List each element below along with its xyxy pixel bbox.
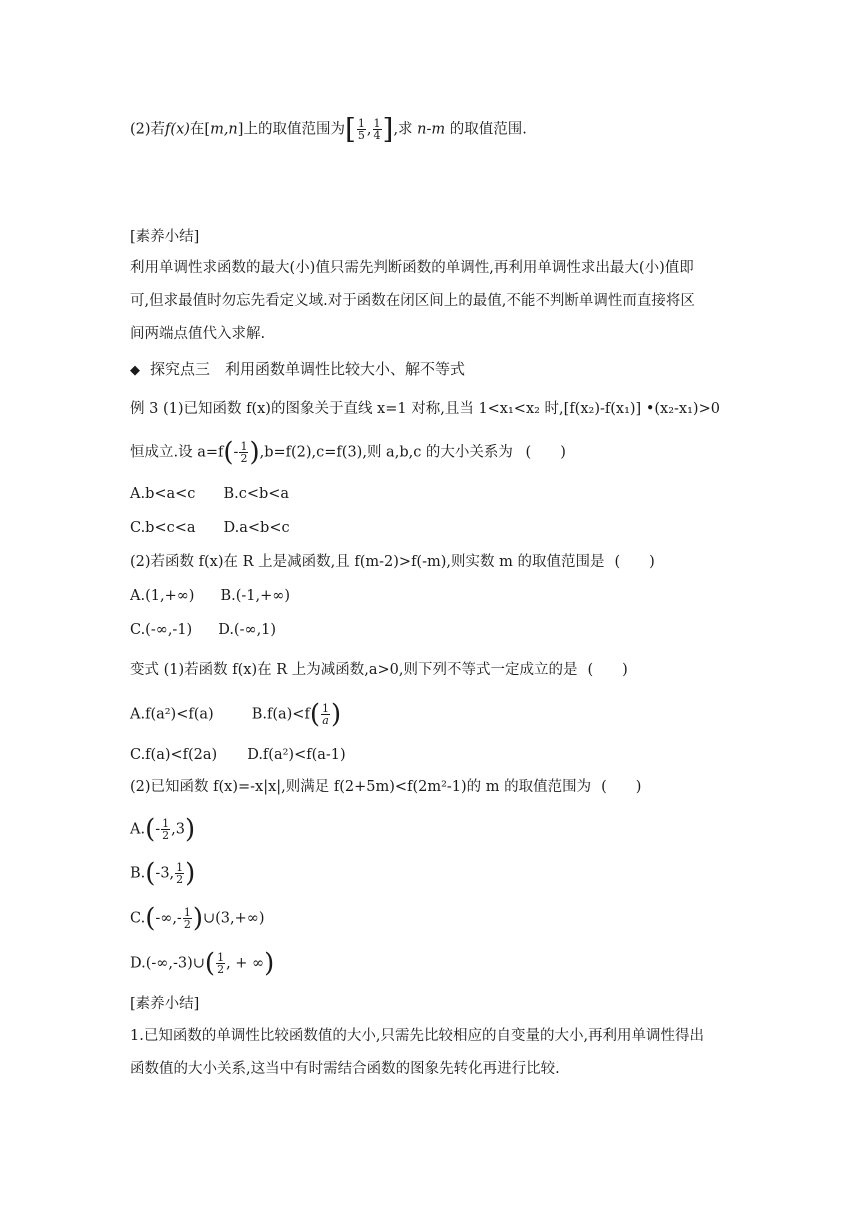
fraction-one-half: $\frac{1}{2}$: [183, 906, 191, 931]
option-d: D.a<b<c: [223, 520, 290, 536]
q2-range-text: ]上的取值范围为: [237, 121, 345, 138]
option-b: B.c<b<a: [223, 486, 290, 502]
problem-2-text: (2)若f(x)在[m,n]上的取值范围为[ $\frac{1}{5}$ , $\frac{1}{4}$ ],求 n-m 的取值范围.: [130, 112, 527, 146]
variant-option-b: B.(-3, $\frac{1}{2}$ ): [130, 858, 196, 889]
answer-blank: ( ): [525, 444, 566, 461]
summary-2-label: [素养小结]: [130, 996, 200, 1012]
variant-line-1: 变式 (1)若函数 f(x)在 R 上为减函数,a>0,则下列不等式一定成立的是 ( ): [130, 662, 628, 678]
example-3-options-row-2: [130, 517, 290, 539]
fraction-one-half: $\frac{1}{2}$: [176, 861, 184, 886]
variant-part-2: (2)已知函数 f(x)=-x|x|,则满足 f(2+5m)<f(2m²-1)的 m 的取值范围为 ( ): [130, 779, 642, 795]
section-heading: [130, 358, 465, 382]
summary-2-line-2: 函数值的大小关系,这当中有时需结合函数的图象先转化再进行比较.: [130, 1061, 560, 1077]
example-3-options-row-1: [130, 483, 289, 505]
q2-mn: m,n: [210, 121, 238, 138]
fraction-one-fourth: $\frac{1}{4}$: [373, 117, 381, 142]
fraction-one-half: $\frac{1}{2}$: [162, 817, 170, 842]
option-d: D.f(a²)<f(a-1): [247, 747, 346, 763]
answer-blank: ( ): [587, 662, 628, 678]
option-c: C.b<c<a: [130, 520, 196, 536]
right-bracket-icon: ]: [382, 112, 394, 146]
q2-prefix: (2)若: [130, 121, 166, 138]
option-a: A.b<a<c: [130, 486, 196, 502]
q2-after: ,求: [393, 121, 413, 138]
summary-1-label: [素养小结]: [130, 229, 200, 245]
summary-1-line-3: 间两端点值代入求解.: [130, 326, 266, 342]
variant-options-row-1: A.f(a²)<f(a) B.f(a)<f( $\frac{1}{a}$ ): [130, 699, 342, 730]
example-3-part-2-options-row-1: [130, 585, 290, 607]
option-c: C.f(a)<f(2a): [130, 747, 218, 763]
q2-nm: n-m: [417, 121, 446, 138]
fraction-one-fifth: $\frac{1}{5}$: [357, 117, 365, 142]
example-3-part-2-options-row-2: [130, 619, 276, 641]
summary-2-line-1: 1.已知函数的单调性比较函数值的大小,只需先比较相应的自变量的大小,再利用单调性得出: [130, 1028, 705, 1044]
example-3-line-1: 例 3 (1)已知函数 f(x)的图象关于直线 x=1 对称,且当 1<x₁<x₂ 时,[f(x₂)-f(x₁)] •(x₂-x₁)>0: [130, 401, 720, 417]
variant-option-c: C.(-∞,- $\frac{1}{2}$ )∪(3,+∞): [130, 903, 265, 934]
diamond-bullet-icon: ◆: [130, 363, 140, 378]
option-a: A.f(a²)<f(a): [130, 706, 214, 723]
option-d: D.(-∞,1): [218, 622, 277, 638]
variant-option-d: D.(-∞,-3)∪( $\frac{1}{2}$ , + ∞): [130, 948, 275, 979]
section-title: 探究点三 利用函数单调性比较大小、解不等式: [150, 360, 466, 378]
option-b: B.(-1,+∞): [220, 588, 291, 604]
example-3-part-2: (2)若函数 f(x)在 R 上是减函数,且 f(m-2)>f(-m),则实数 m 的取值范围是 ( ): [130, 554, 655, 570]
fraction-one-half: $\frac{1}{2}$: [240, 440, 248, 465]
summary-1-line-1: 利用单调性求函数的最大(小)值只需先判断函数的单调性,再利用单调性求出最大(小)值即: [130, 260, 694, 276]
q2-in: 在[: [189, 121, 211, 138]
answer-blank: ( ): [614, 554, 655, 570]
answer-blank: ( ): [601, 779, 642, 795]
fraction-one-over-a: $\frac{1}{a}$: [321, 702, 329, 727]
fraction-one-half: $\frac{1}{2}$: [217, 951, 225, 976]
left-bracket-icon: [: [344, 112, 356, 146]
q2-fx: f(x): [165, 121, 190, 138]
summary-1-line-2: 可,但求最值时勿忘先看定义域.对于函数在闭区间上的最值,不能不判断单调性而直接将区: [130, 293, 695, 309]
variant-option-a: A.(- $\frac{1}{2}$ ,3): [130, 814, 196, 845]
option-c: C.(-∞,-1): [130, 622, 193, 638]
option-b: B.f(a)<f: [251, 706, 310, 723]
example-3-line-2: 恒成立.设 a=f(- $\frac{1}{2}$ ),b=f(2),c=f(3),则 a,b,c 的大小关系为 ( ): [130, 437, 566, 468]
variant-options-row-2: [130, 744, 346, 766]
option-a: A.(1,+∞): [130, 588, 195, 604]
q2-tail: 的取值范围.: [449, 121, 527, 138]
